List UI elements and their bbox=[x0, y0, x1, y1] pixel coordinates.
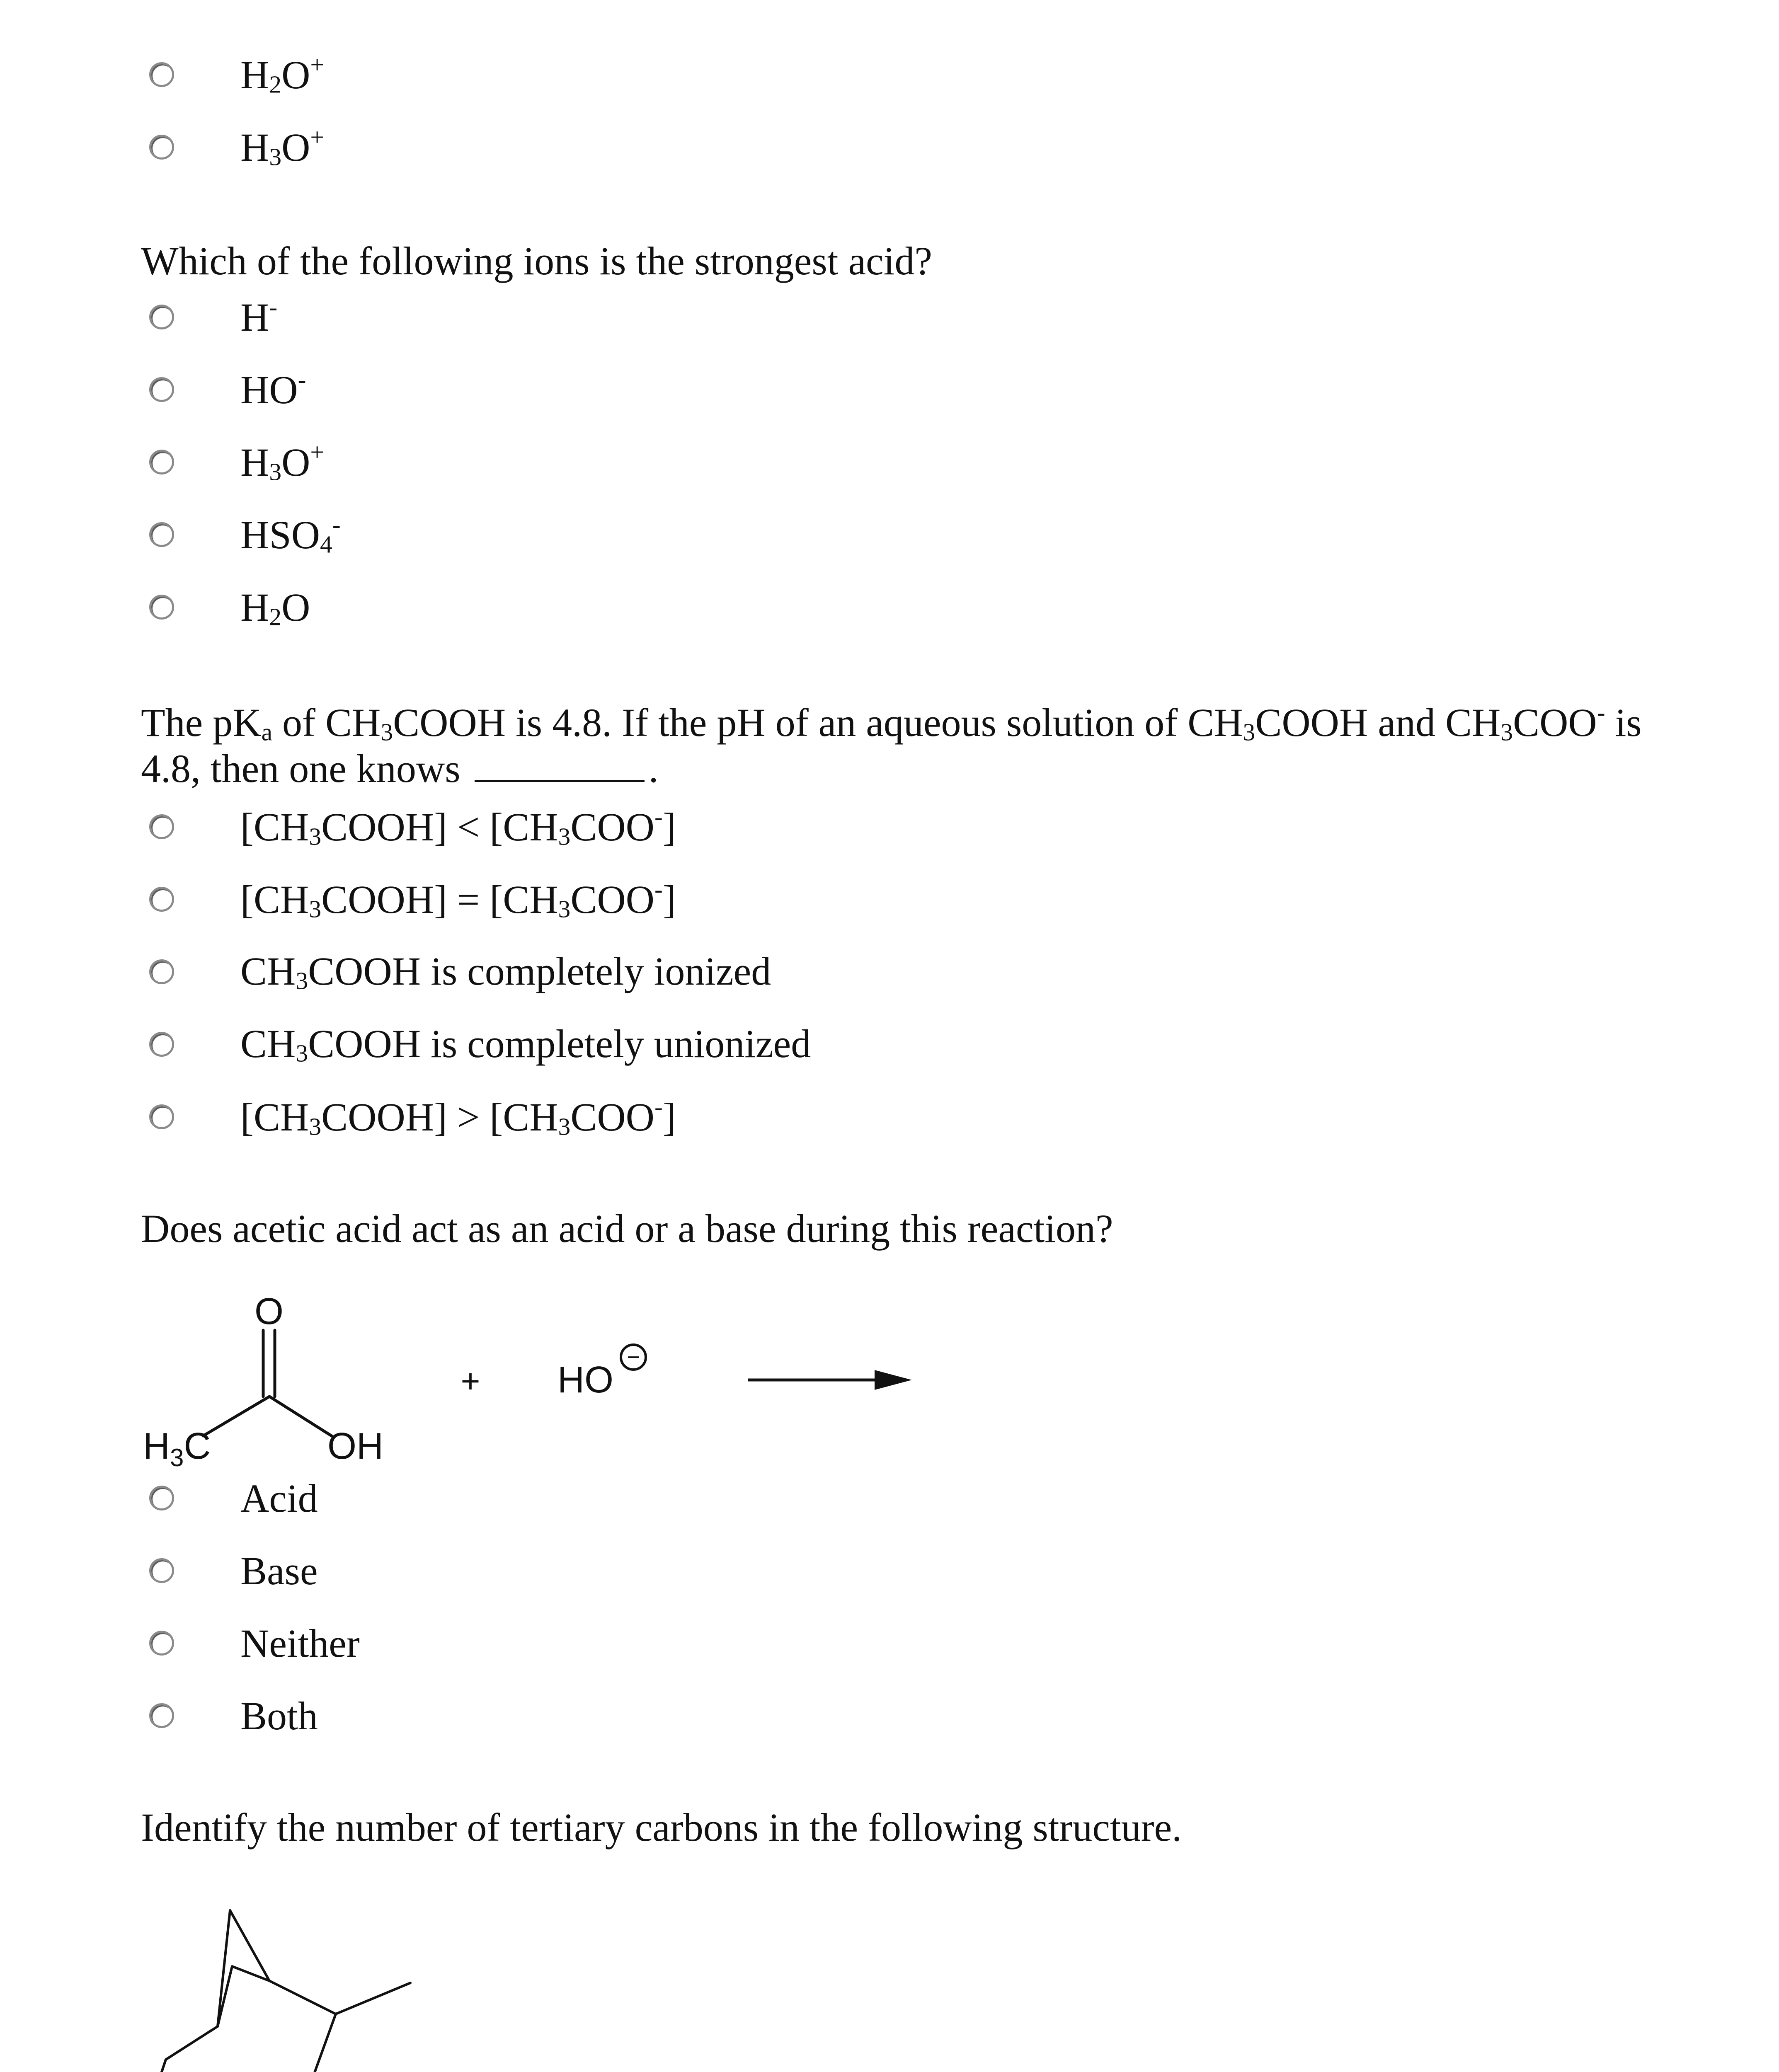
radio-button[interactable] bbox=[149, 887, 174, 912]
q3-option-1[interactable] bbox=[149, 1475, 318, 1521]
bond-bridge-right bbox=[230, 1910, 269, 1981]
option-label: Acid bbox=[240, 1476, 318, 1520]
q2-option-4[interactable] bbox=[149, 1021, 811, 1067]
radio-button[interactable] bbox=[149, 595, 174, 620]
q1-question: Which of the following ions is the strongest acid? bbox=[141, 239, 932, 283]
option-label: $CH_3COOH$ is completely unionized bbox=[240, 1021, 811, 1067]
acetic-acid-reaction bbox=[0, 1276, 995, 1492]
q1-option-2[interactable] bbox=[149, 367, 306, 412]
q1-option-5[interactable] bbox=[149, 584, 310, 630]
option-label: $[CH_3COOH] = [CH_3COO^-]$ bbox=[240, 875, 676, 923]
q1-option-4[interactable] bbox=[149, 512, 341, 557]
q0-option-1[interactable] bbox=[149, 52, 324, 97]
acetic-acid-structure bbox=[203, 1330, 332, 1436]
q4-question: Identify the number of tertiary carbons in the following structure. bbox=[141, 1805, 1182, 1849]
radio-button[interactable] bbox=[149, 959, 174, 984]
radio-button[interactable] bbox=[149, 1703, 174, 1728]
hydroxide-label: HO bbox=[557, 1359, 613, 1401]
option-label: $[CH_3COOH] < [CH_3COO^-]$ bbox=[240, 803, 676, 850]
q1-option-3[interactable] bbox=[149, 439, 324, 485]
oxygen-label: O bbox=[254, 1291, 284, 1332]
methyl-label: $H_3C$ bbox=[143, 1426, 211, 1472]
option-label: Both bbox=[240, 1693, 318, 1738]
radio-button[interactable] bbox=[149, 522, 174, 547]
bond-ring-right bbox=[218, 1966, 336, 2072]
hydroxyl-label: OH bbox=[327, 1426, 383, 1467]
q3-option-3[interactable] bbox=[149, 1620, 360, 1666]
answer-blank bbox=[475, 751, 645, 782]
radio-button[interactable] bbox=[149, 135, 174, 160]
radio-button[interactable] bbox=[149, 377, 174, 402]
option-label: $[CH_3COOH] > [CH_3COO^-]$ bbox=[240, 1093, 676, 1140]
q1-option-1[interactable] bbox=[149, 294, 277, 340]
radio-button[interactable] bbox=[149, 1558, 174, 1583]
q2-option-3[interactable] bbox=[149, 949, 771, 995]
q3-question: Does acetic acid act as an acid or a base during this reaction? bbox=[141, 1206, 1113, 1251]
radio-button[interactable] bbox=[149, 1032, 174, 1057]
radio-button[interactable] bbox=[149, 305, 174, 329]
radio-button[interactable] bbox=[149, 450, 174, 474]
q0-option-2[interactable] bbox=[149, 124, 324, 170]
bond-methyl bbox=[336, 1983, 410, 2014]
radio-button[interactable] bbox=[149, 1104, 174, 1129]
bond-methyl-carbonyl bbox=[203, 1397, 269, 1436]
radio-button[interactable] bbox=[149, 814, 174, 839]
option-label: $H_2O$ bbox=[240, 585, 310, 631]
bond-ring-left bbox=[153, 2026, 220, 2072]
radio-button[interactable] bbox=[149, 62, 174, 87]
option-label: HO- bbox=[240, 366, 306, 412]
option-label: H- bbox=[240, 293, 278, 339]
q2-question-line-1: The $pK_a$ of $CH_3COOH$ is 4.8. If the pH of an aqueous solution of $CH_3COOH$ and $CH_3COO^-$ is bbox=[141, 699, 1642, 746]
plus-sign: + bbox=[461, 1363, 480, 1399]
q3-option-4[interactable] bbox=[149, 1693, 318, 1738]
q2-option-5[interactable] bbox=[149, 1094, 676, 1140]
q2-option-2[interactable] bbox=[149, 876, 676, 922]
option-label: Base bbox=[240, 1548, 318, 1593]
radio-button[interactable] bbox=[149, 1631, 174, 1656]
option-label: Neither bbox=[240, 1621, 360, 1665]
radio-button[interactable] bbox=[149, 1486, 174, 1510]
q2-question-line-2: 4.8, then one knows . bbox=[141, 746, 659, 791]
option-label: $H_3O^+$ bbox=[240, 438, 324, 486]
option-label: $H_2O^+$ bbox=[240, 51, 324, 98]
option-label: $CH_3COOH$ is completely ionized bbox=[240, 949, 771, 995]
q3-option-2[interactable] bbox=[149, 1548, 318, 1593]
bicyclic-structure bbox=[0, 1886, 497, 2072]
option-label: $HSO_4^-$ bbox=[240, 511, 341, 558]
bond-carbonyl-hydroxyl bbox=[269, 1397, 332, 1436]
option-label: $H_3O^+$ bbox=[240, 123, 324, 171]
reaction-arrow-head bbox=[875, 1370, 912, 1390]
charge-sign: − bbox=[627, 1345, 640, 1370]
bond-bridge-left bbox=[218, 1910, 230, 2026]
q2-option-1[interactable] bbox=[149, 804, 676, 850]
